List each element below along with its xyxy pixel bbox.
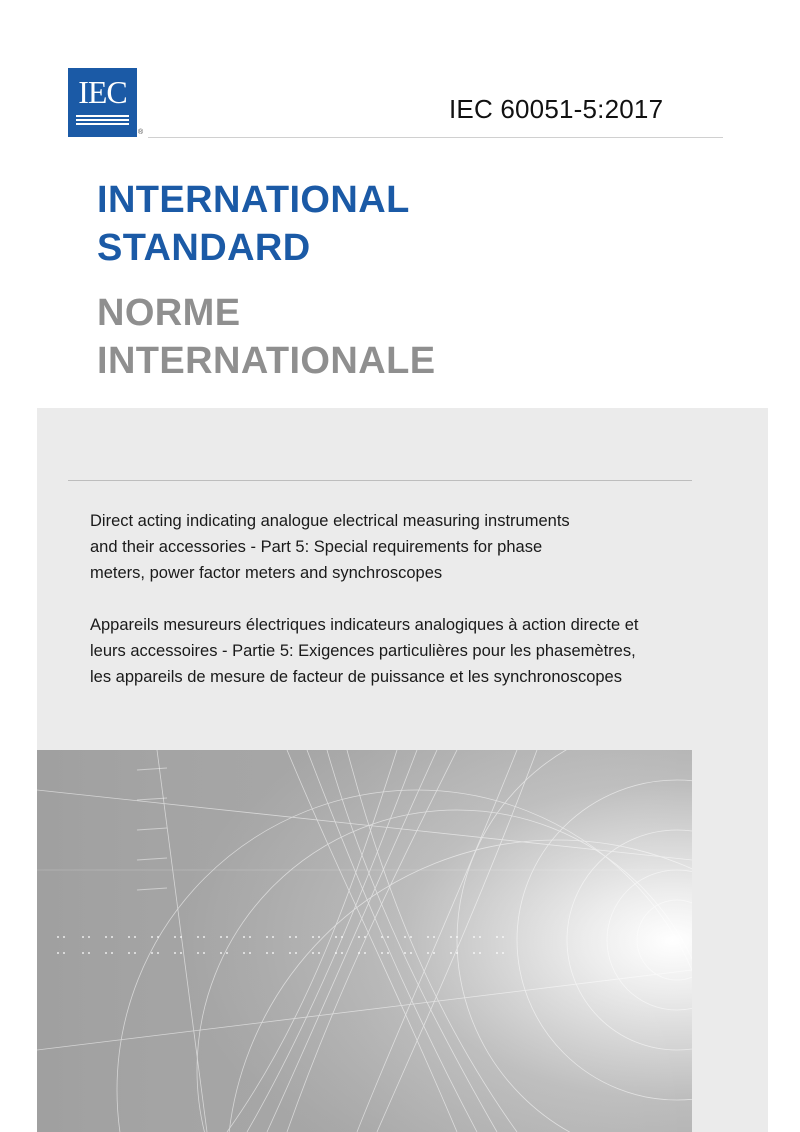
- title-english-line2: STANDARD: [97, 227, 311, 269]
- description-english-line: meters, power factor meters and synchroscopes: [90, 564, 443, 582]
- header-rule: [148, 137, 723, 138]
- panel-rule: [68, 480, 692, 481]
- logo-lines: [76, 115, 129, 127]
- cover-artwork: [37, 750, 692, 1132]
- logo-text: IEC: [78, 74, 127, 110]
- description-french-line: les appareils de mesure de facteur de puissance et les synchronoscopes: [90, 668, 622, 686]
- title-english: [97, 176, 410, 272]
- description-french-line: leurs accessoires - Partie 5: Exigences particulières pour les phasemètres,: [90, 642, 636, 660]
- iec-logo: [68, 68, 137, 137]
- title-french-line2: INTERNATIONALE: [97, 340, 436, 382]
- title-english-line1: INTERNATIONAL: [97, 179, 410, 221]
- registered-mark: ®: [138, 129, 144, 136]
- description-french-line: Appareils mesureurs électriques indicateurs analogiques à action directe et: [90, 616, 639, 634]
- document-designation: IEC 60051-5:2017: [449, 94, 664, 124]
- title-french-line1: NORME: [97, 292, 241, 334]
- description-english-line: Direct acting indicating analogue electrical measuring instruments: [90, 512, 570, 530]
- description-french: [90, 612, 690, 690]
- description-english-line: and their accessories - Part 5: Special requirements for phase: [90, 538, 543, 556]
- description-english: [90, 508, 650, 586]
- title-french: [97, 289, 435, 385]
